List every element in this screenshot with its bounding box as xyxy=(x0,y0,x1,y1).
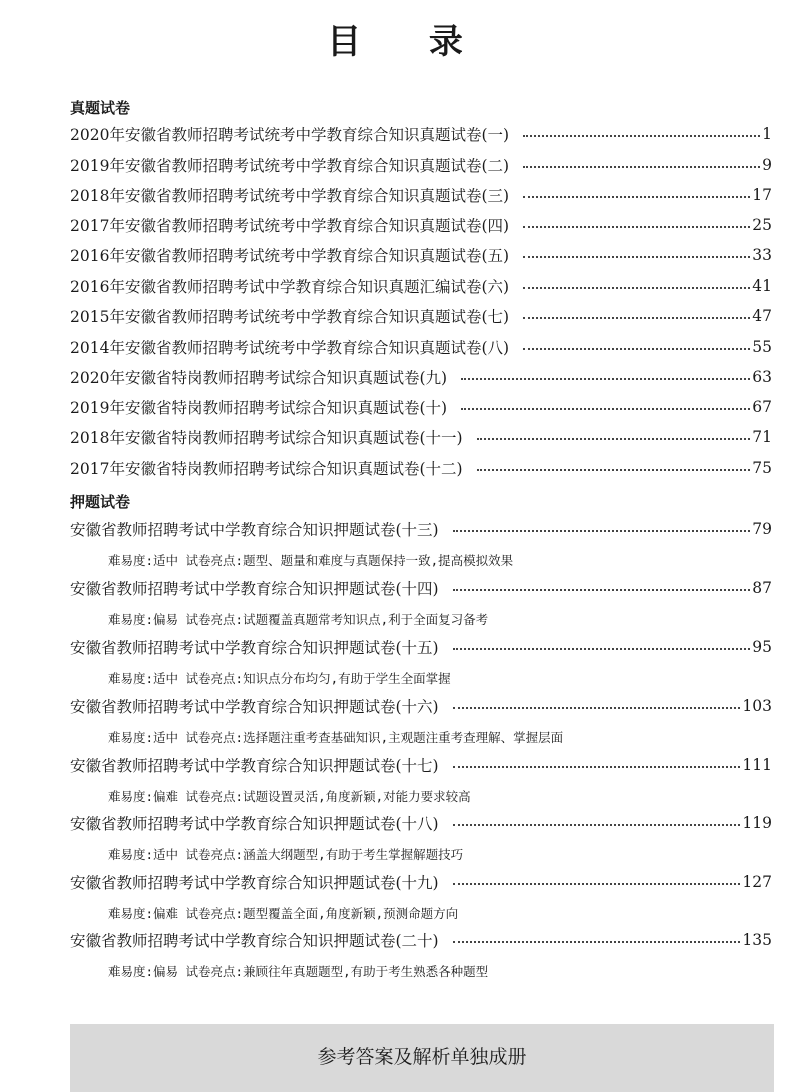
toc-entry-title: 2020年安徽省教师招聘考试统考中学教育综合知识真题试卷(一) xyxy=(70,126,510,144)
toc-entry-note: 难易度:适中 试卷亮点:涵盖大纲题型,有助于考生掌握解题技巧 xyxy=(108,847,464,862)
toc-entry-title: 2019年安徽省教师招聘考试统考中学教育综合知识真题试卷(二) xyxy=(70,157,510,175)
toc-entry-title: 安徽省教师招聘考试中学教育综合知识押题试卷(二十) xyxy=(70,932,439,950)
toc-entry[interactable] xyxy=(70,395,772,419)
leader-dots xyxy=(523,135,760,137)
toc-entry-title: 2015年安徽省教师招聘考试统考中学教育综合知识真题试卷(七) xyxy=(70,308,510,326)
toc-entry-title: 安徽省教师招聘考试中学教育综合知识押题试卷(十三) xyxy=(70,521,439,539)
toc-entry-note: 难易度:偏易 试卷亮点:兼顾往年真题题型,有助于考生熟悉各种题型 xyxy=(108,964,489,979)
leader-dots xyxy=(523,196,750,198)
toc-entry-title: 2019年安徽省特岗教师招聘考试综合知识真题试卷(十) xyxy=(70,399,448,417)
leader-dots xyxy=(453,589,751,591)
toc-entry-page: 111 xyxy=(742,756,772,774)
toc-entry-note: 难易度:偏易 试卷亮点:试题覆盖真题常考知识点,利于全面复习备考 xyxy=(108,612,489,627)
toc-entry-title: 2016年安徽省教师招聘考试中学教育综合知识真题汇编试卷(六) xyxy=(70,278,510,296)
toc-entry-note: 难易度:适中 试卷亮点:知识点分布均匀,有助于学生全面掌握 xyxy=(108,671,451,686)
leader-dots xyxy=(523,226,750,228)
leader-dots xyxy=(453,941,741,943)
toc-entry-note: 难易度:适中 试卷亮点:题型、题量和难度与真题保持一致,提高模拟效果 xyxy=(108,553,514,568)
toc-entry-page: 1 xyxy=(762,125,772,143)
toc-entry[interactable] xyxy=(70,122,772,146)
toc-entry-note: 难易度:适中 试卷亮点:选择题注重考查基础知识,主观题注重考查理解、掌握层面 xyxy=(108,730,564,745)
leader-dots xyxy=(453,707,741,709)
toc-entry[interactable] xyxy=(70,335,772,359)
toc-entry-page: 103 xyxy=(742,697,772,715)
toc-entry-page: 25 xyxy=(752,216,772,234)
toc-entry[interactable] xyxy=(70,274,772,298)
toc-entry-page: 87 xyxy=(752,579,772,597)
toc-entry[interactable] xyxy=(70,870,772,894)
toc-entry-title: 安徽省教师招聘考试中学教育综合知识押题试卷(十五) xyxy=(70,639,439,657)
toc-entry[interactable] xyxy=(70,304,772,328)
toc-entry-title: 2018年安徽省特岗教师招聘考试综合知识真题试卷(十一) xyxy=(70,429,463,447)
toc-entry-note: 难易度:偏难 试卷亮点:题型覆盖全面,角度新颖,预测命题方向 xyxy=(108,906,459,921)
toc-entry-page: 55 xyxy=(752,338,772,356)
toc-entry-page: 47 xyxy=(752,307,772,325)
toc-entry-title: 2016年安徽省教师招聘考试统考中学教育综合知识真题试卷(五) xyxy=(70,247,510,265)
toc-entry[interactable] xyxy=(70,425,772,449)
toc-entry-page: 135 xyxy=(742,931,772,949)
toc-entry-title: 2020年安徽省特岗教师招聘考试综合知识真题试卷(九) xyxy=(70,369,448,387)
toc-entry[interactable] xyxy=(70,456,772,480)
leader-dots xyxy=(453,648,751,650)
leader-dots xyxy=(461,408,750,410)
leader-dots xyxy=(477,469,751,471)
toc-entry[interactable] xyxy=(70,811,772,835)
leader-dots xyxy=(523,256,750,258)
toc-entry-page: 79 xyxy=(752,520,772,538)
leader-dots xyxy=(461,378,750,380)
section-heading-mock: 押题试卷 xyxy=(70,493,131,511)
toc-entry-title: 2017年安徽省教师招聘考试统考中学教育综合知识真题试卷(四) xyxy=(70,217,510,235)
toc-entry[interactable] xyxy=(70,753,772,777)
banner-text: 参考答案及解析单独成册 xyxy=(317,1046,527,1068)
toc-entry-title: 2014年安徽省教师招聘考试统考中学教育综合知识真题试卷(八) xyxy=(70,339,510,357)
toc-entry-page: 127 xyxy=(742,873,772,891)
toc-entry-page: 67 xyxy=(752,398,772,416)
toc-entry-page: 17 xyxy=(752,186,772,204)
toc-entry[interactable] xyxy=(70,183,772,207)
toc-entry-title: 安徽省教师招聘考试中学教育综合知识押题试卷(十八) xyxy=(70,815,439,833)
toc-entry-page: 95 xyxy=(752,638,772,656)
leader-dots xyxy=(453,766,741,768)
leader-dots xyxy=(523,166,760,168)
toc-entry-title: 安徽省教师招聘考试中学教育综合知识押题试卷(十七) xyxy=(70,757,439,775)
leader-dots xyxy=(477,438,751,440)
toc-entry[interactable] xyxy=(70,694,772,718)
toc-entry-page: 119 xyxy=(742,814,772,832)
toc-entry-title: 安徽省教师招聘考试中学教育综合知识押题试卷(十六) xyxy=(70,698,439,716)
toc-entry-page: 63 xyxy=(752,368,772,386)
toc-entry-title: 2018年安徽省教师招聘考试统考中学教育综合知识真题试卷(三) xyxy=(70,187,510,205)
leader-dots xyxy=(453,883,741,885)
toc-entry[interactable] xyxy=(70,576,772,600)
toc-entry[interactable] xyxy=(70,365,772,389)
leader-dots xyxy=(453,824,741,826)
toc-entry-page: 33 xyxy=(752,246,772,264)
answer-booklet-banner xyxy=(70,1024,774,1092)
leader-dots xyxy=(453,530,751,532)
leader-dots xyxy=(523,348,750,350)
toc-entry-page: 41 xyxy=(752,277,772,295)
leader-dots xyxy=(523,317,750,319)
page-title: 目 录 xyxy=(327,22,491,62)
toc-entry[interactable] xyxy=(70,928,772,952)
toc-entry[interactable] xyxy=(70,517,772,541)
toc-entry-title: 安徽省教师招聘考试中学教育综合知识押题试卷(十九) xyxy=(70,874,439,892)
toc-entry[interactable] xyxy=(70,243,772,267)
leader-dots xyxy=(523,287,750,289)
toc-entry-title: 安徽省教师招聘考试中学教育综合知识押题试卷(十四) xyxy=(70,580,439,598)
toc-entry-page: 9 xyxy=(762,156,772,174)
toc-entry[interactable] xyxy=(70,153,772,177)
toc-entry[interactable] xyxy=(70,213,772,237)
toc-entry-note: 难易度:偏难 试卷亮点:试题设置灵活,角度新颖,对能力要求较高 xyxy=(108,789,471,804)
toc-entry-page: 71 xyxy=(752,428,772,446)
section-heading-real: 真题试卷 xyxy=(70,99,131,117)
toc-entry-page: 75 xyxy=(752,459,772,477)
toc-entry[interactable] xyxy=(70,635,772,659)
toc-entry-title: 2017年安徽省特岗教师招聘考试综合知识真题试卷(十二) xyxy=(70,460,463,478)
